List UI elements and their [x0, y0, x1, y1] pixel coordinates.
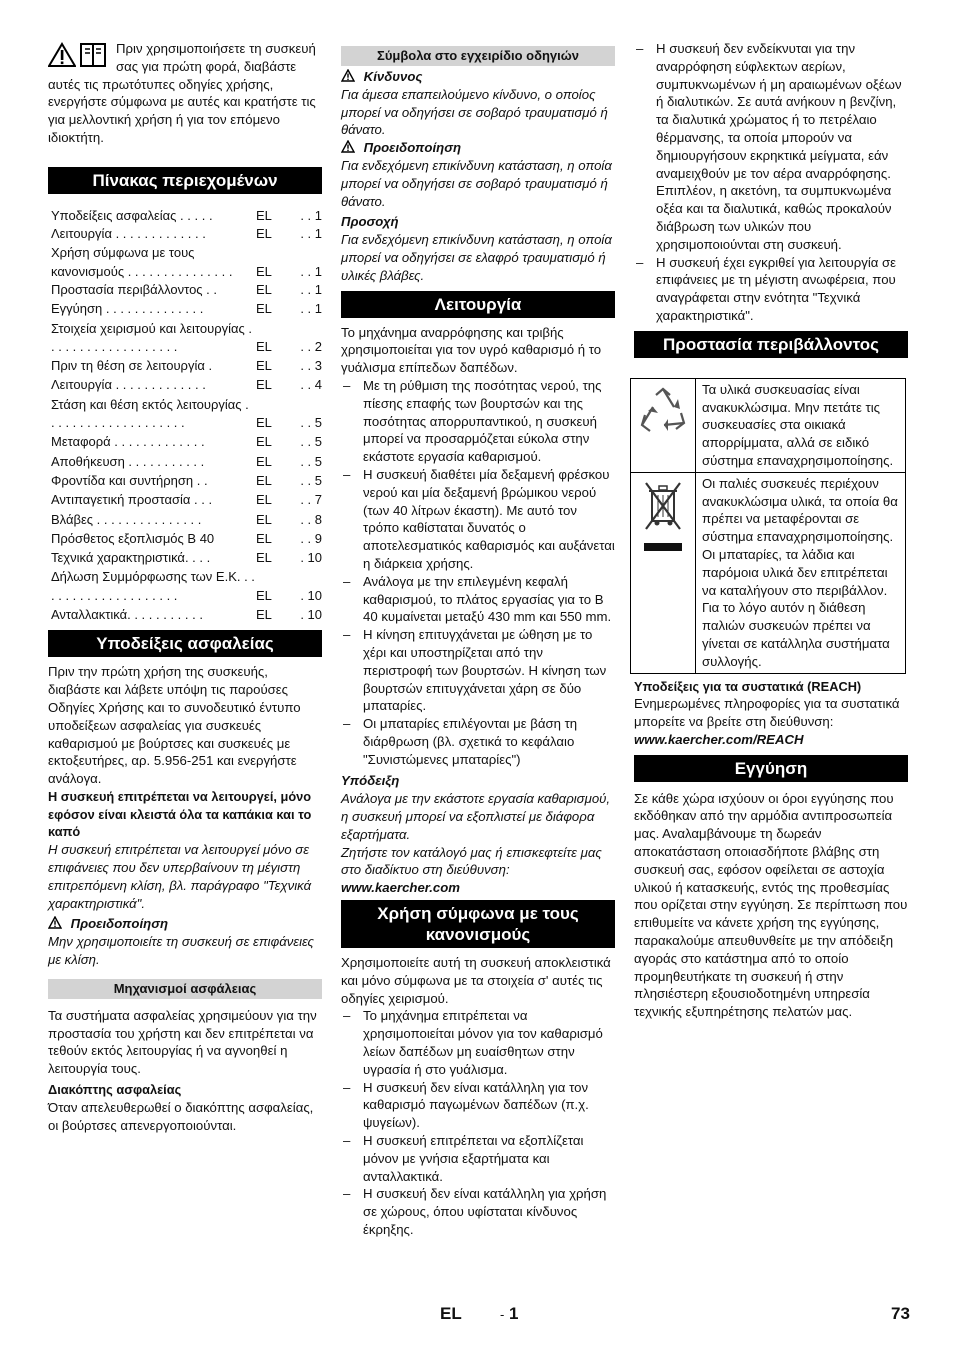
list-item: – Η συσκευή δεν ενδείκνυται για την αναρρόφηση εύφλεκτων αερίων, συμπυκνωμένων ή μη αραιωμένων οξέων ή διαλυτικών. Σε αυτά ανήκουν η βενζίνη, τα διαλυτικά χρώματος ή το πετρέλαιο θέρμανσης, τα οποία μπορούν να δημιουργήσουν εκρηκτικά μείγματα, εάν αναμειχθούν με τον αέρα αναρρόφησης. Επιπλέον, η ακετόνη, τα συμπυκνωμένα οξέα και τα διαλυτικά, καθώς προκαλούν διάβρωση των υλικών που χρησιμοποιούνται στη συσκευή.: [634, 40, 908, 254]
warning-triangle-icon: [341, 69, 355, 82]
toc-row[interactable]: Λειτουργία . . . . . . . . . . . . . EL . . 1: [51, 226, 322, 242]
danger-label-row: [341, 68, 615, 86]
column-2: [341, 46, 615, 1239]
intended-use-list-continued: [634, 40, 908, 325]
intro-block: [48, 40, 322, 147]
toc-row[interactable]: Αντιπαγετική προστασία . . . EL . . 7: [51, 492, 322, 508]
column-1: [48, 40, 322, 1134]
footer-lang: EL: [440, 1304, 462, 1323]
weee-bin-icon: [643, 479, 683, 555]
list-item: – Η συσκευή δεν είναι κατάλληλη για τον καθαρισμό παγωμένων δαπέδων (π.χ. ψυγείων).: [341, 1079, 615, 1132]
toc-row[interactable]: Βλάβες . . . . . . . . . . . . . . . EL . . 8: [51, 511, 322, 527]
toc-row[interactable]: Πριν τη θέση σε λειτουργία . EL . . 3: [51, 358, 322, 374]
mechanisms-text: Τα συστήματα ασφαλείας χρησιμεύουν για την προστασία του χρήστη και δεν επιτρέπεται να τεθούν εκτός λειτουργίας ή να αγνοηθεί η λειτουργία τους.: [48, 1007, 317, 1077]
footer-section-page: 1: [509, 1304, 519, 1323]
page-footer: [0, 1305, 954, 1329]
environment-table-wrap: [630, 378, 906, 674]
reach-heading: Υποδείξεις για τα συστατικά (REACH): [634, 678, 862, 694]
toc-row[interactable]: Λειτουργία . . . . . . . . . . . . . EL . . 4: [51, 377, 322, 393]
caution-text: Για ενδεχόμενη επικίνδυνη κατάσταση, η οποία μπορεί να οδηγήσει σε ελαφρό τραυματισμό ή υλικές βλάβες.: [341, 232, 612, 283]
switch-heading: Διακόπτης ασφαλείας: [48, 1082, 182, 1098]
list-item: – Η κίνηση επιτυγχάνεται με ώθηση με το χέρι και υποστηρίζεται από την περιστροφή των βουρτσών. Η κίνηση των βουρτσών επιτυγχάνεται χάρη σε δύο μπαταρίες.: [341, 626, 615, 715]
list-item: – Η συσκευή έχει εγκριθεί για λειτουργία σε επιφάνειες με τη μέγιστη ανωφέρεια, που αναγράφεται στην ενότητα "Τεχνικά χαρακτηριστικά".: [634, 254, 908, 325]
toc-row[interactable]: Δήλωση Συμμόρφωσης των Ε.Κ. . . . . . . . . . . . . . . . . . . . . EL . 10: [51, 569, 322, 603]
footer-dash: -: [500, 1307, 505, 1322]
toc-row[interactable]: Εγγύηση . . . . . . . . . . . . . . EL . . 1: [51, 301, 322, 317]
safety-intro: Πριν την πρώτη χρήση της συσκευής, διαβάστε και λάβετε υπόψη τις παρούσες Οδηγίες Χρήσης και το συνοδευτικό έντυπο υποδείξεων ασφαλείας για συσκευές καθαρισμού με βούρτσες και συσκευές με εκτοξευτήρες, αρ. 5.956-251 και ενεργήστε ανάλογα.: [48, 664, 301, 787]
toc-row[interactable]: Αποθήκευση . . . . . . . . . . . EL . . 5: [51, 453, 322, 469]
list-item: – Με τη ρύθμιση της ποσότητας νερού, της πίεσης επαφής των βουρτσών και της ποσότητας απορρυπαντικού, η συσκευή μπορεί να προσαρμόζεται εύκολα στην εκάστοτε εργασία καθαρισμού.: [341, 377, 615, 466]
warranty-heading: Εγγύηση: [634, 755, 908, 782]
warning-triangle-icon: [48, 42, 76, 68]
list-item: – Η συσκευή επιτρέπεται να εξοπλίζεται μόνον με γνήσια εξαρτήματα και ανταλλακτικά.: [341, 1132, 615, 1185]
toc-row[interactable]: Φροντίδα και συντήρηση . . EL . . 5: [51, 472, 322, 488]
warning-triangle-icon: [48, 916, 62, 929]
safety-warning-label-row: [48, 915, 322, 933]
table-row: [631, 378, 906, 472]
intro-text: Πριν χρησιμοποιήσετε τη συσκευή σας για πρώτη φορά, διαβάστε αυτές τις πρωτότυπες οδηγίες χρήσης, ενεργήστε σύμφωνα με αυτές και κρατήστε τις για μελλοντική χρήση ή για τον επόμενο ιδιοκτήτη.: [48, 41, 316, 145]
toc-row[interactable]: Στάση και θέση εκτός λειτουργίας . . . . . . . . . . . . . . . . . . . . EL . . 5: [51, 396, 322, 431]
page-number: 73: [891, 1304, 910, 1323]
recycle-text: Τα υλικά συσκευασίας είναι ανακυκλώσιμα. Μην πετάτε τις συσκευασίες στα οικιακά απορρίμματα, αλλά σε ειδικό σύστημα επαναχρησιμοποίησης.: [696, 378, 906, 472]
list-item: – Ανάλογα με την επιλεγμένη κεφαλή καθαρισμού, το πλάτος εργασίας για το B 40 κυμαίνεται μεταξύ 430 mm και 550 mm.: [341, 573, 615, 626]
toc-row[interactable]: Υποδείξεις ασφαλείας . . . . . EL . . 1: [51, 207, 322, 223]
operation-note-text-2: Ζητήστε τον κατάλογό μας ή επισκεφτείτε μας στο διαδίκτυο στη διεύθυνση:: [341, 844, 602, 878]
symbols-warning-label: Προειδοποίηση: [363, 140, 462, 156]
danger-text: Για άμεσα επαπειλούμενο κίνδυνο, ο οποίος μπορεί να οδηγήσει σε σοβαρό τραυματισμό ή θάνατο.: [341, 86, 608, 138]
toc-heading: Πίνακας περιεχομένων: [48, 167, 322, 194]
operation-heading: Λειτουργία: [341, 291, 615, 318]
intended-use-heading: Χρήση σύμφωνα με τους κανονισμούς: [341, 900, 615, 948]
intended-use-intro: Χρησιμοποιείτε αυτή τη συσκευή αποκλειστικά και μόνο σύμφωνα με τα στοιχεία σ' αυτές τις οδηγίες χειρισμού.: [341, 955, 611, 1006]
toc-row[interactable]: Προστασία περιβάλλοντος . . EL . . 1: [51, 281, 322, 297]
symbols-warning-label-row: [341, 139, 615, 157]
list-item: – Το μηχάνημα επιτρέπεται να χρησιμοποιείται μόνον για τον καθαρισμό λείων δαπέδων μη ευαίσθητων στην υγρασία ή στο γυάλισμα.: [341, 1007, 615, 1078]
intended-use-list: [341, 1007, 615, 1238]
operation-list: [341, 377, 615, 769]
toc-row[interactable]: Τεχνικά χαρακτηριστικά. . . . EL . 10: [51, 550, 322, 566]
list-item: – Η συσκευή διαθέτει μία δεξαμενή φρέσκου νερού και μία δεξαμενή βρώμικου νερού (των 40 λίτρων έκαστη). Με αυτό τον τρόπο καθίσταται δυνατός ο αποτελεσματικός καθαρισμός και αυξάνεται η διάρκεια χρήσης.: [341, 466, 615, 573]
caution-label: Προσοχή: [341, 214, 399, 230]
manual-book-icon: [79, 42, 107, 68]
safety-heading: Υποδείξεις ασφαλείας: [48, 630, 322, 657]
toc-row[interactable]: Πρόσθετος εξοπλισμός B 40 EL . . 9: [51, 530, 322, 546]
list-item: – Η συσκευή δεν είναι κατάλληλη για χρήση σε χώρους, όπου υφίσταται κίνδυνος έκρηξης.: [341, 1185, 615, 1238]
safety-warning-label: Προειδοποίηση: [70, 916, 169, 932]
warning-triangle-icon: [341, 140, 355, 153]
weee-cell: [631, 472, 696, 673]
list-item: – Οι μπαταρίες επιλέγονται με βάση τη διάρθρωση (βλ. σχετικά το κεφάλαιο "Συνιστώμενες μπαταρίες"): [341, 715, 615, 768]
safety-italic-note: Η συσκευή επιτρέπεται να λειτουργεί μόνο σε επιφάνειες που δεν υπερβαίνουν τη μέγιστη επιτρεπόμενη κλίση, βλ. παράγραφο "Τεχνικά χαρακτηριστικά".: [48, 842, 312, 911]
operation-note-text: Ανάλογα με την εκάστοτε εργασία καθαρισμού, η συσκευή μπορεί να εξοπλιστεί με διάφορα εξαρτήματα.: [341, 791, 611, 842]
column-3: [634, 40, 908, 1021]
operation-note-label: Υπόδειξη: [341, 773, 400, 789]
reach-text: Ενημερωμένες πληροφορίες για τα συστατικά μπορείτε να βρείτε στη διεύθυνση:: [634, 696, 900, 730]
safety-warning-text: Μην χρησιμοποιείτε τη συσκευή σε επιφάνειες με κλίση.: [48, 934, 314, 968]
operation-intro: Το μηχάνημα αναρρόφησης και τριβής χρησιμοποιείται για τον υγρό καθαρισμό ή το γυάλισμα επίπεδων δαπέδων.: [341, 324, 602, 376]
intro-icons: [48, 42, 110, 72]
reach-url[interactable]: www.kaercher.com/REACH: [634, 731, 804, 747]
weee-text: Οι παλιές συσκευές περιέχουν ανακυκλώσιμα υλικά, τα οποία θα πρέπει να μεταφέρονται σε σύστημα επαναχρησιμοποίησης. Οι μπαταρίες, τα λάδια και παρόμοια υλικά δεν επιτρέπεται να καταλήγουν στο περιβάλλον. Για το λόγο αυτόν η διάθεση παλιών συσκευών πρέπει να γίνεται σε κατάλληλα συστήματα συλλογής.: [696, 472, 906, 673]
environment-heading: Προστασία περιβάλλοντος: [634, 331, 908, 358]
symbols-heading: Σύμβολα στο εγχειρίδιο οδηγιών: [341, 46, 615, 66]
safety-bold-note: Η συσκευή επιτρέπεται να λειτουργεί, μόνο εφόσον είναι κλειστά όλα τα καπάκια και το καπό: [48, 788, 312, 840]
warranty-text: Σε κάθε χώρα ισχύουν οι όροι εγγύησης που εκδόθηκαν από την αρμόδια αντιπροσωπεία μας. Αναλαμβάνουμε τη δωρεάν αποκατάσταση οποιασδήποτε βλάβης στη συσκευή σας, εφόσον οφείλεται σε αστοχία υλικού ή κατασκευής, εντός της προθεσμίας που ορίζεται στην εγγύηση. Σε περίπτωση που επιθυμείτε να κάνετε χρήση της εγγύησης, παρακαλούμε απευθυνθείτε με την απόδειξη αγοράς στο κατάστημα από το οποίο προμηθευτήκατε τη συσκευή ή στην πλησιέστερη εξουσιοδοτημένη υπηρεσία τεχνικής εξυπηρέτησης πελατών μας.: [634, 790, 908, 1020]
danger-label: Κίνδυνος: [363, 69, 423, 84]
switch-text: Όταν απελευθερωθεί ο διακόπτης ασφαλείας, οι βούρτσες απενεργοποιούνται.: [48, 1099, 314, 1133]
mechanisms-heading: Μηχανισμοί ασφάλειας: [48, 979, 322, 999]
operation-url[interactable]: www.kaercher.com: [341, 880, 460, 896]
toc-row[interactable]: Μεταφορά . . . . . . . . . . . . . EL . . 5: [51, 434, 322, 450]
toc-list: [48, 207, 322, 625]
toc-row[interactable]: Ανταλλακτικά. . . . . . . . . . . EL . 10: [51, 607, 322, 623]
toc-row[interactable]: Χρήση σύμφωνα με τους κανονισμούς . . . . . . . . . . . . . . . EL . . 1: [51, 245, 322, 279]
table-row: [631, 472, 906, 673]
toc-row[interactable]: Στοιχεία χειρισμού και λειτουργίας . . . . . . . . . . . . . . . . . . . EL . . 2: [51, 320, 322, 354]
recycle-icon: [636, 385, 690, 439]
recycle-cell: [631, 378, 696, 472]
symbols-warning-text: Για ενδεχόμενη επικίνδυνη κατάσταση, η οποία μπορεί να οδηγήσει σε σοβαρό τραυματισμό ή θάνατο.: [341, 157, 612, 209]
environment-table: [630, 378, 906, 674]
